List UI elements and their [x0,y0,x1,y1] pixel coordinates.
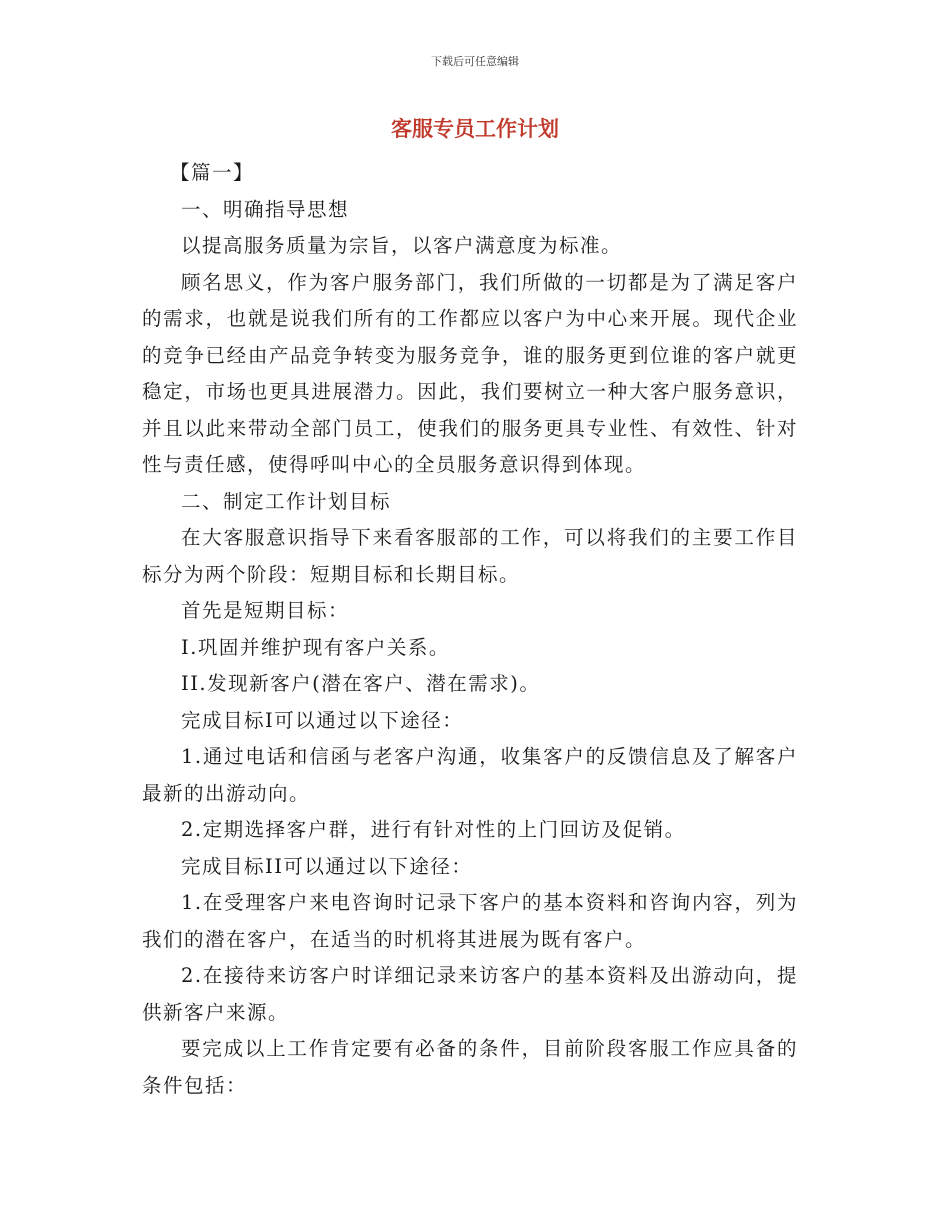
list-item: II.发现新客户(潜在客户、潜在需求)。 [181,672,541,695]
list-item: 1.通过电话和信函与老客户沟通，收集客户的反馈信息及了解客户最新的出游动向。 [142,745,798,805]
document-title: 客服专员工作计划 [391,117,559,141]
heading-work-goals: 二、制定工作计划目标 [181,489,392,513]
paragraph: 在大客服意识指导下来看客服部的工作，可以将我们的主要工作目标分为两个阶段：短期目标和长期目标。 [142,526,798,586]
list-item: 2.在接待来访客户时详细记录来访客户的基本资料及出游动向，提供新客户来源。 [142,964,798,1024]
heading-guiding-principle: 一、明确指导思想 [181,197,350,221]
list-item: 2.定期选择客户群，进行有针对性的上门回访及促销。 [181,818,686,841]
section-label: 【篇一】 [170,161,255,184]
paragraph: 顾名思义，作为客户服务部门，我们所做的一切都是为了满足客户的需求，也就是说我们所有的工作都应以客户为中心来开展。现代企业的竞争已经由产品竞争转变为服务竞争，谁的服务更到位谁的客户就更稳定，市场也更具进展潜力。因此，我们要树立一种大客户服务意识，并且以此来带动全部门员工，使我们的服务更具专业性、有效性、针对性与责任感，使得呼叫中心的全员服务意识得到体现。 [142,270,798,476]
list-item: 1.在受理客户来电咨询时记录下客户的基本资料和咨询内容，列为我们的潜在客户，在适当的时机将其进展为既有客户。 [142,891,798,951]
paragraph: 要完成以上工作肯定要有必备的条件，目前阶段客服工作应具备的条件包括： [142,1037,798,1097]
paragraph: 以提高服务质量为宗旨，以客户满意度为标准。 [181,234,623,257]
paragraph: 完成目标II可以通过以下途径： [181,854,473,878]
paragraph: 首先是短期目标： [181,599,350,622]
list-item: I.巩固并维护现有客户关系。 [181,635,450,659]
paragraph: 完成目标I可以通过以下途径： [181,708,464,732]
header-note: 下载后可任意编辑 [431,55,519,68]
document-body [142,155,798,1104]
